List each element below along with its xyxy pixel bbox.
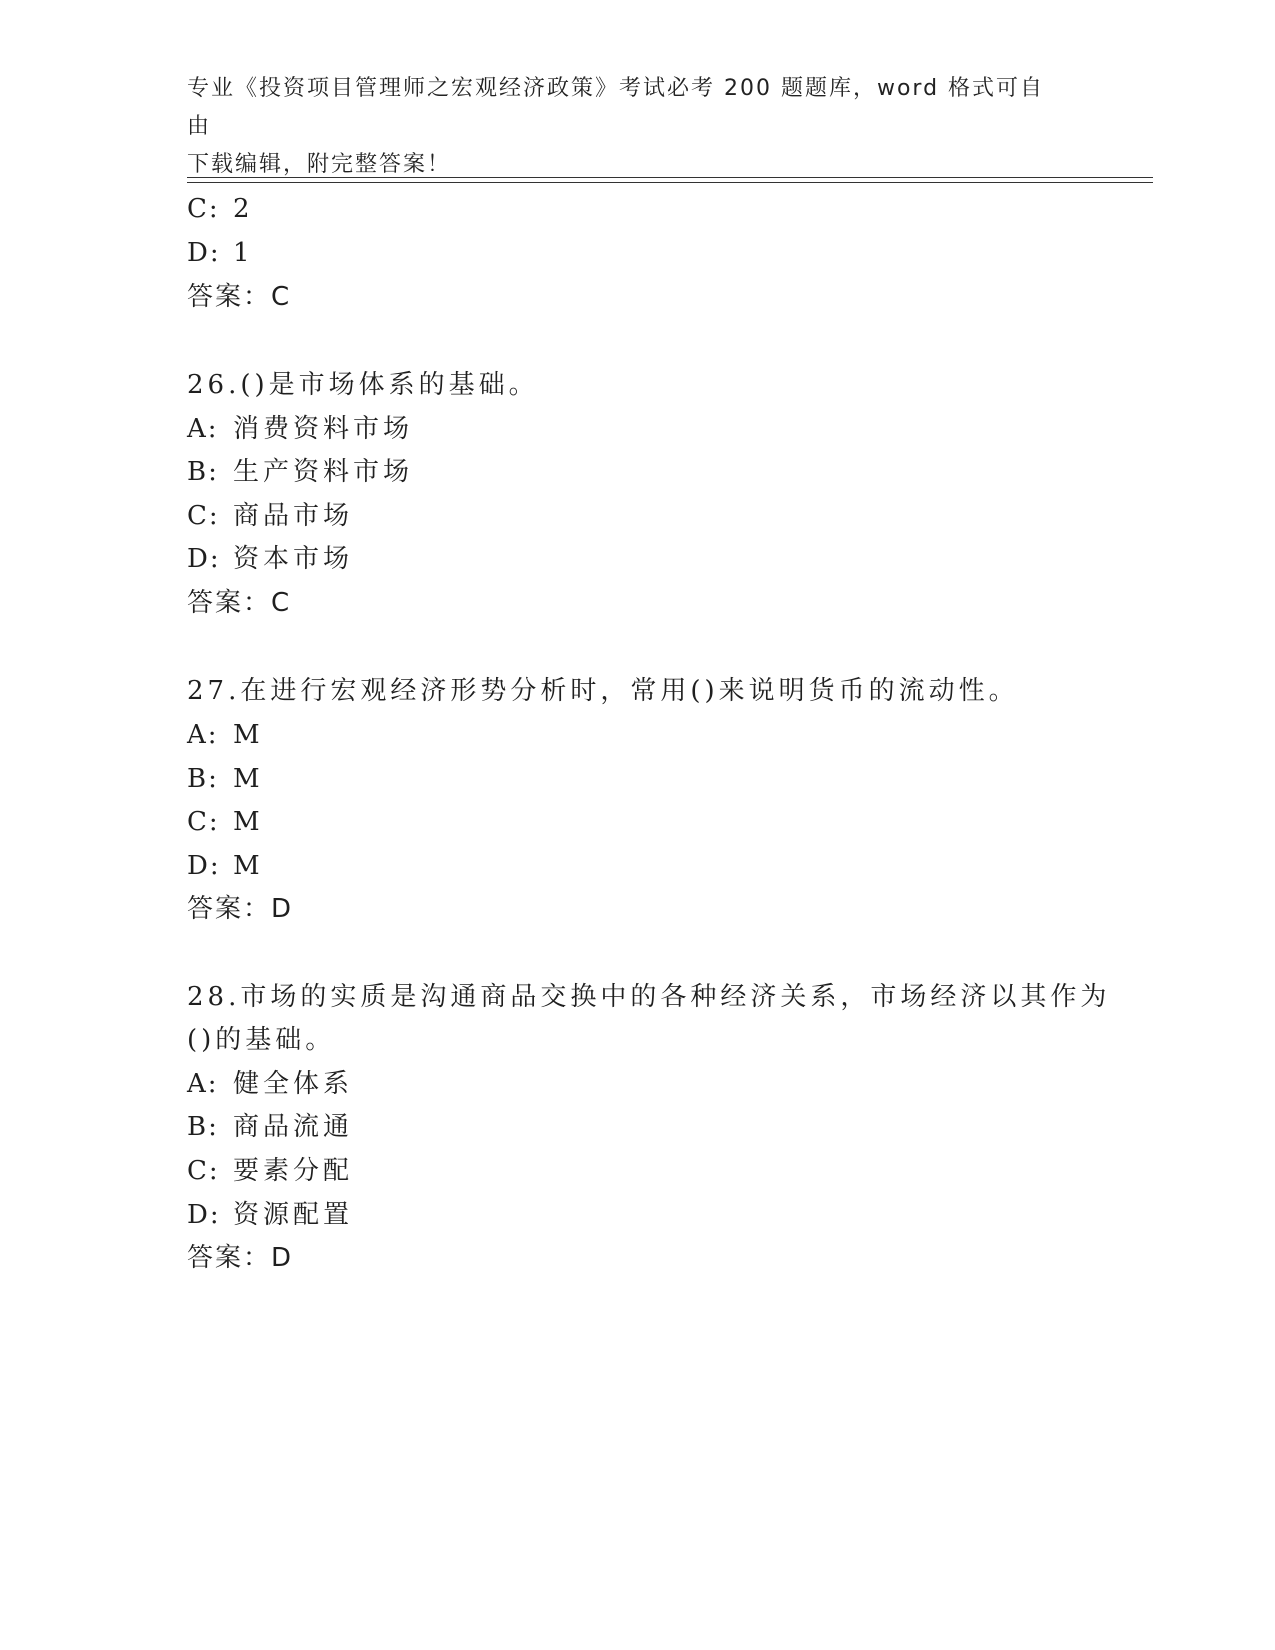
header-line-1: 专业《投资项目管理师之宏观经济政策》考试必考 200 题题库，word 格式可自由 bbox=[187, 76, 1045, 139]
answer-line: 答案：D bbox=[187, 894, 294, 924]
answer-line: 答案：D bbox=[187, 1243, 294, 1273]
option-d: D: 资源配置 bbox=[187, 1200, 354, 1230]
option-d: D: M bbox=[187, 851, 264, 881]
header-divider-top bbox=[187, 177, 1153, 178]
header-divider-bottom bbox=[187, 182, 1153, 183]
header-line-2: 下载编辑，附完整答案！ bbox=[187, 152, 452, 177]
option-c: C: M bbox=[187, 807, 264, 837]
document-header bbox=[187, 70, 1067, 184]
option-c: C: 商品市场 bbox=[187, 501, 354, 531]
option-b: B: M bbox=[187, 764, 264, 794]
option-c: C: 要素分配 bbox=[187, 1156, 354, 1186]
option-c: C: 2 bbox=[187, 194, 254, 224]
question-stem: 28.市场的实质是沟通商品交换中的各种经济关系，市场经济以其作为 bbox=[187, 982, 1111, 1012]
option-a: A: 健全体系 bbox=[187, 1069, 354, 1099]
question-stem: 26.()是市场体系的基础。 bbox=[187, 370, 539, 400]
option-a: A: 消费资料市场 bbox=[187, 414, 414, 444]
option-b: B: 生产资料市场 bbox=[187, 457, 414, 487]
question-stem: 27.在进行宏观经济形势分析时，常用()来说明货币的流动性。 bbox=[187, 676, 1019, 706]
answer-line: 答案：C bbox=[187, 588, 292, 618]
answer-line: 答案：C bbox=[187, 282, 292, 312]
option-b: B: 商品流通 bbox=[187, 1112, 354, 1142]
option-d: D: 1 bbox=[187, 238, 254, 268]
option-d: D: 资本市场 bbox=[187, 544, 354, 574]
question-stem-continued: ()的基础。 bbox=[187, 1025, 336, 1055]
option-a: A: M bbox=[187, 720, 264, 750]
